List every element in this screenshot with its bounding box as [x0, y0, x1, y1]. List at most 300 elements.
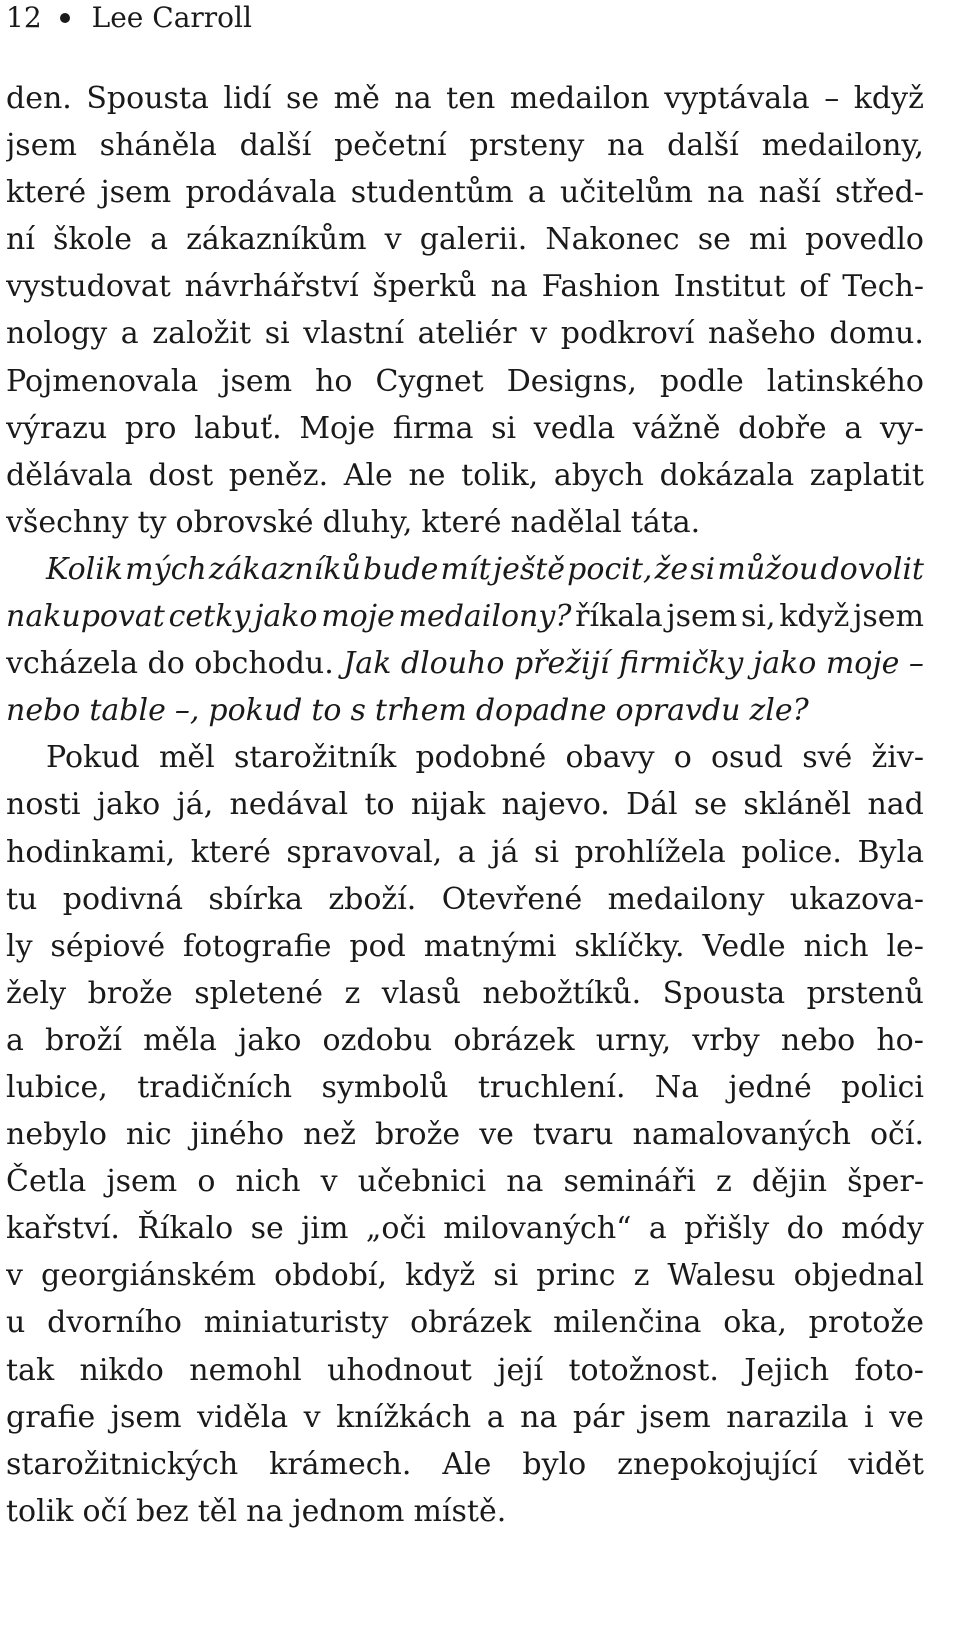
- word: Spousta: [662, 975, 786, 1011]
- word: prodávala: [185, 175, 337, 211]
- word: těl: [197, 1493, 238, 1529]
- word: dluhy,: [322, 504, 413, 540]
- word: mi: [749, 222, 788, 258]
- word: vrby: [692, 1022, 760, 1058]
- word: obchodu.: [194, 646, 334, 682]
- word: další: [667, 128, 739, 164]
- word: si: [493, 1258, 519, 1294]
- text-line: [6, 1017, 924, 1064]
- word: žely: [6, 975, 67, 1011]
- word: Pojmenovala: [6, 363, 199, 399]
- word: a: [527, 175, 546, 211]
- text-line: [6, 1111, 924, 1158]
- word: narazila: [726, 1399, 849, 1435]
- word: Tech-: [842, 269, 924, 305]
- word: nad: [867, 787, 924, 823]
- word: když: [853, 81, 924, 116]
- word: střed-: [835, 175, 924, 211]
- word: obrovské: [175, 504, 314, 540]
- word: peněz.: [228, 457, 329, 493]
- word: živ-: [871, 740, 924, 776]
- word: její: [497, 1352, 544, 1388]
- word: bude: [362, 551, 439, 587]
- word: dovolit: [820, 551, 924, 587]
- text-line: [6, 263, 924, 310]
- word: police.: [741, 834, 842, 870]
- word: nebo: [780, 1022, 856, 1058]
- word: dvorního: [47, 1305, 182, 1341]
- word: módy: [841, 1211, 924, 1247]
- word: domu.: [829, 316, 924, 352]
- word: krámech.: [269, 1446, 412, 1482]
- word: tu: [6, 881, 38, 917]
- word: ho-: [876, 1022, 924, 1058]
- word: zaplatit: [809, 457, 924, 493]
- word: jim: [301, 1211, 349, 1247]
- word: sbírka: [208, 881, 303, 917]
- word: povedlo: [805, 222, 924, 258]
- word: latinského: [766, 363, 924, 399]
- word: Spousta: [86, 81, 209, 116]
- word: nebo: [6, 693, 81, 729]
- word: dost: [148, 457, 214, 493]
- word: Vedle: [702, 928, 786, 964]
- word: nology: [6, 316, 108, 352]
- word: Cygnet: [375, 363, 484, 399]
- word: Institut: [673, 269, 786, 305]
- word: šper-: [847, 1164, 924, 1200]
- text-line: [6, 876, 924, 923]
- bullet-separator: [60, 13, 70, 23]
- word: osud: [711, 740, 783, 776]
- word: jsem: [6, 128, 77, 164]
- word: ve: [889, 1399, 924, 1435]
- word: obavy: [565, 740, 655, 776]
- word: Byla: [857, 834, 924, 870]
- word: zákazníkům: [186, 222, 367, 258]
- word: jsem: [100, 175, 172, 211]
- word: prohlížela: [574, 834, 726, 870]
- word: učebnici: [357, 1164, 487, 1200]
- word: le-: [886, 928, 924, 964]
- word: nijak: [410, 787, 486, 823]
- word: uhodnout: [327, 1352, 472, 1388]
- text-line: [6, 1488, 924, 1535]
- word: přišly: [684, 1211, 770, 1247]
- word: vyptávala: [664, 81, 810, 116]
- word: v: [530, 316, 548, 352]
- word: že: [654, 551, 689, 587]
- word: firma: [392, 410, 474, 446]
- word: se: [285, 81, 320, 116]
- word: Ale: [442, 1446, 492, 1482]
- word: založit: [152, 316, 252, 352]
- word: brože: [87, 975, 173, 1011]
- word: Jak: [343, 646, 392, 682]
- text-line: [6, 1252, 924, 1299]
- text-line: [6, 122, 924, 169]
- text-line: [6, 923, 924, 970]
- word: Fashion: [541, 269, 660, 305]
- text-line: [6, 1347, 924, 1394]
- word: lubice,: [6, 1069, 108, 1105]
- word: Pokud: [46, 740, 140, 776]
- word: nadělal: [510, 504, 622, 540]
- word: si: [534, 834, 560, 870]
- word: a: [6, 1022, 24, 1058]
- word: na: [246, 1493, 284, 1529]
- word: objednal: [793, 1258, 924, 1294]
- word: bez: [135, 1493, 189, 1529]
- word: tak: [6, 1352, 55, 1388]
- text-line: [6, 781, 924, 828]
- word: si,: [740, 599, 776, 635]
- word: jedné: [728, 1069, 812, 1105]
- text-line: [6, 640, 924, 687]
- word: můžou: [717, 551, 819, 587]
- word: urny,: [595, 1022, 672, 1058]
- word: dopadne: [475, 693, 607, 729]
- word: medailony,: [761, 128, 924, 164]
- word: nich: [235, 1164, 301, 1200]
- word: jako: [237, 1022, 302, 1058]
- word: firmičky: [619, 646, 744, 682]
- word: z: [344, 975, 361, 1011]
- text-line: [6, 452, 924, 499]
- word: prstenů: [806, 975, 924, 1011]
- word: bylo: [522, 1446, 587, 1482]
- word: se: [693, 787, 728, 823]
- author-name: Lee Carroll: [91, 1, 252, 34]
- word: knížkách: [336, 1399, 472, 1435]
- word: tolik,: [461, 457, 539, 493]
- word: jsem: [853, 599, 924, 635]
- word: se: [697, 222, 731, 258]
- word: tvaru: [532, 1117, 614, 1153]
- word: Nakonec: [545, 222, 680, 258]
- word: dokázala: [659, 457, 795, 493]
- word: se: [250, 1211, 284, 1247]
- word: sklíčky.: [574, 928, 685, 964]
- word: Walesu: [667, 1258, 776, 1294]
- word: nebožtíků.: [482, 975, 642, 1011]
- text-line: [6, 358, 924, 405]
- word: ještě: [492, 551, 566, 587]
- word: mít: [440, 551, 491, 587]
- word: vlasů: [381, 975, 461, 1011]
- word: které: [6, 175, 87, 211]
- word: než: [303, 1117, 356, 1153]
- word: broží: [45, 1022, 123, 1058]
- word: jednom: [292, 1493, 405, 1529]
- word: já: [491, 834, 519, 870]
- word: dobře: [738, 410, 827, 446]
- word: na: [394, 81, 432, 116]
- word: Jejich: [744, 1352, 830, 1388]
- word: místě.: [413, 1493, 507, 1529]
- word: a: [150, 222, 169, 258]
- word: výrazu: [6, 410, 108, 446]
- word: miniaturisty: [203, 1305, 389, 1341]
- word: spletené: [194, 975, 324, 1011]
- word: škole: [53, 222, 133, 258]
- word: viděla: [197, 1399, 289, 1435]
- word: vy-: [879, 410, 924, 446]
- word: vedla: [533, 410, 616, 446]
- page-number: 12: [6, 1, 42, 34]
- word: dlouho: [400, 646, 505, 682]
- word: moje: [825, 646, 900, 682]
- text-line: [6, 593, 924, 640]
- word: pocit,: [567, 551, 653, 587]
- text-line: [6, 970, 924, 1017]
- word: Dál: [626, 787, 678, 823]
- word: fotografie: [183, 928, 332, 964]
- word: Kolik: [46, 551, 124, 587]
- word: šperků: [372, 269, 477, 305]
- word: nemohl: [189, 1352, 302, 1388]
- text-line: [6, 169, 924, 216]
- word: podkroví: [560, 316, 695, 352]
- text-line: [6, 1394, 924, 1441]
- word: georgiánském: [40, 1258, 257, 1294]
- word: „oči: [365, 1211, 426, 1247]
- word: den.: [6, 81, 72, 116]
- word: očí: [82, 1493, 127, 1529]
- word: Moje: [299, 410, 376, 446]
- word: pokud: [208, 693, 303, 729]
- word: ho: [315, 363, 353, 399]
- word: –,: [174, 693, 200, 729]
- text-line: [6, 216, 924, 263]
- text-line: [6, 1064, 924, 1111]
- word: najevo.: [501, 787, 610, 823]
- word: tolik: [6, 1493, 74, 1529]
- text-line: [6, 1299, 924, 1346]
- word: starožitník: [233, 740, 397, 776]
- word: návrhářství: [184, 269, 359, 305]
- word: když: [405, 1258, 476, 1294]
- word: ne: [408, 457, 446, 493]
- text-line: [6, 499, 924, 546]
- word: opravdu: [615, 693, 741, 729]
- text-line: [6, 1158, 924, 1205]
- word: do: [786, 1211, 824, 1247]
- word: pečetní: [334, 128, 447, 164]
- text-line: [6, 75, 924, 122]
- word: labuť.: [194, 410, 282, 446]
- word: ly: [6, 928, 33, 964]
- word: v: [320, 1164, 338, 1200]
- word: jsem: [639, 1399, 711, 1435]
- word: kařství.: [6, 1211, 120, 1247]
- word: polici: [841, 1069, 924, 1105]
- word: očí.: [869, 1117, 924, 1153]
- word: protože: [808, 1305, 924, 1341]
- word: když: [779, 599, 850, 635]
- word: a: [486, 1399, 505, 1435]
- word: symbolů: [321, 1069, 449, 1105]
- word: své: [802, 740, 853, 776]
- word: –: [824, 81, 840, 116]
- word: zákazníků: [208, 551, 361, 587]
- word: starožitnických: [6, 1446, 239, 1482]
- word: a: [648, 1211, 667, 1247]
- word: obrázek: [453, 1022, 575, 1058]
- word: of: [799, 269, 829, 305]
- word: v: [384, 222, 402, 258]
- word: milovaných“: [443, 1211, 632, 1247]
- word: studentům: [350, 175, 514, 211]
- text-line: [6, 734, 924, 781]
- word: Říkalo: [137, 1211, 234, 1247]
- word: vystudovat: [6, 269, 171, 305]
- word: které: [421, 504, 502, 540]
- word: další: [239, 128, 312, 164]
- word: podobné: [415, 740, 547, 776]
- word: table: [89, 693, 166, 729]
- text-line: [6, 405, 924, 452]
- word: v: [6, 1258, 23, 1294]
- word: Ale: [343, 457, 393, 493]
- word: na: [607, 128, 645, 164]
- word: brože: [374, 1117, 461, 1153]
- word: –: [908, 646, 924, 682]
- word: grafie: [6, 1399, 96, 1435]
- word: vcházela: [6, 646, 138, 682]
- word: Designs,: [506, 363, 637, 399]
- word: obrázek: [410, 1305, 532, 1341]
- text-line: [6, 687, 924, 734]
- word: jsem: [221, 363, 293, 399]
- word: podle: [659, 363, 744, 399]
- word: jiného: [190, 1117, 285, 1153]
- word: ve: [479, 1117, 514, 1153]
- word: do: [147, 646, 185, 682]
- word: v: [303, 1399, 321, 1435]
- word: trhem: [374, 693, 467, 729]
- word: ozdobu: [322, 1022, 433, 1058]
- word: o: [197, 1164, 216, 1200]
- word: podivná: [62, 881, 183, 917]
- word: nedával: [229, 787, 349, 823]
- word: ukazova-: [789, 881, 924, 917]
- word: a: [844, 410, 863, 446]
- word: a: [457, 834, 476, 870]
- word: nebylo: [6, 1117, 107, 1153]
- word: pod: [349, 928, 406, 964]
- word: moje: [321, 599, 395, 635]
- word: mých: [125, 551, 207, 587]
- word: prsteny: [469, 128, 585, 164]
- word: o: [673, 740, 692, 776]
- word: jako: [254, 599, 318, 635]
- word: které: [190, 834, 271, 870]
- word: princ: [536, 1258, 616, 1294]
- word: zle?: [749, 693, 809, 729]
- word: měl: [158, 740, 215, 776]
- word: si: [491, 410, 517, 446]
- word: já,: [176, 787, 214, 823]
- word: tradičních: [137, 1069, 293, 1105]
- word: vážně: [632, 410, 721, 446]
- word: ty: [137, 504, 167, 540]
- word: dějin: [751, 1164, 828, 1200]
- word: jako: [96, 787, 161, 823]
- word: jako: [752, 646, 817, 682]
- word: medailon: [509, 81, 650, 116]
- word: medailony: [607, 881, 765, 917]
- word: naší: [758, 175, 821, 211]
- word: Na: [654, 1069, 700, 1105]
- word: říkala: [575, 599, 663, 635]
- word: z: [633, 1258, 650, 1294]
- word: z: [715, 1164, 732, 1200]
- word: truchlení.: [477, 1069, 626, 1105]
- word: cetky: [168, 599, 251, 635]
- word: jsem: [666, 599, 738, 635]
- word: milenčina: [553, 1305, 702, 1341]
- word: sháněla: [99, 128, 217, 164]
- word: nosti: [6, 787, 81, 823]
- word: foto-: [854, 1352, 924, 1388]
- word: totožnost.: [568, 1352, 719, 1388]
- word: a: [120, 316, 139, 352]
- word: skláněl: [743, 787, 852, 823]
- word: znepokojující: [617, 1446, 818, 1482]
- text-line: [6, 1205, 924, 1252]
- word: měla: [143, 1022, 217, 1058]
- word: učitelům: [560, 175, 693, 211]
- word: jsem: [110, 1399, 182, 1435]
- text-line: [6, 1441, 924, 1488]
- word: zboží.: [328, 881, 417, 917]
- word: mě: [333, 81, 380, 116]
- text-line: [6, 829, 924, 876]
- word: ní: [6, 222, 35, 258]
- word: s: [350, 693, 366, 729]
- word: táta.: [630, 504, 701, 540]
- body-text: [6, 75, 924, 1535]
- word: vlastní: [303, 316, 405, 352]
- word: pro: [124, 410, 177, 446]
- running-header: [6, 0, 252, 36]
- word: dělávala: [6, 457, 133, 493]
- word: medailony?: [398, 599, 572, 635]
- word: nakupovat: [6, 599, 165, 635]
- word: všechny: [6, 504, 129, 540]
- word: na: [490, 269, 528, 305]
- word: na: [707, 175, 745, 211]
- word: hodinkami,: [6, 834, 176, 870]
- text-line: [6, 310, 924, 357]
- text-line: [6, 546, 924, 593]
- word: spravoval,: [286, 834, 443, 870]
- word: nic: [125, 1117, 172, 1153]
- word: Četla: [6, 1164, 87, 1200]
- word: na: [520, 1399, 558, 1435]
- word: lidí: [223, 81, 272, 116]
- word: to: [311, 693, 342, 729]
- word: Otevřené: [441, 881, 583, 917]
- word: vidět: [848, 1446, 924, 1482]
- word: pár: [572, 1399, 625, 1435]
- word: matnými: [423, 928, 557, 964]
- word: ten: [446, 81, 496, 116]
- word: nikdo: [79, 1352, 164, 1388]
- word: sépiové: [50, 928, 166, 964]
- word: i: [864, 1399, 874, 1435]
